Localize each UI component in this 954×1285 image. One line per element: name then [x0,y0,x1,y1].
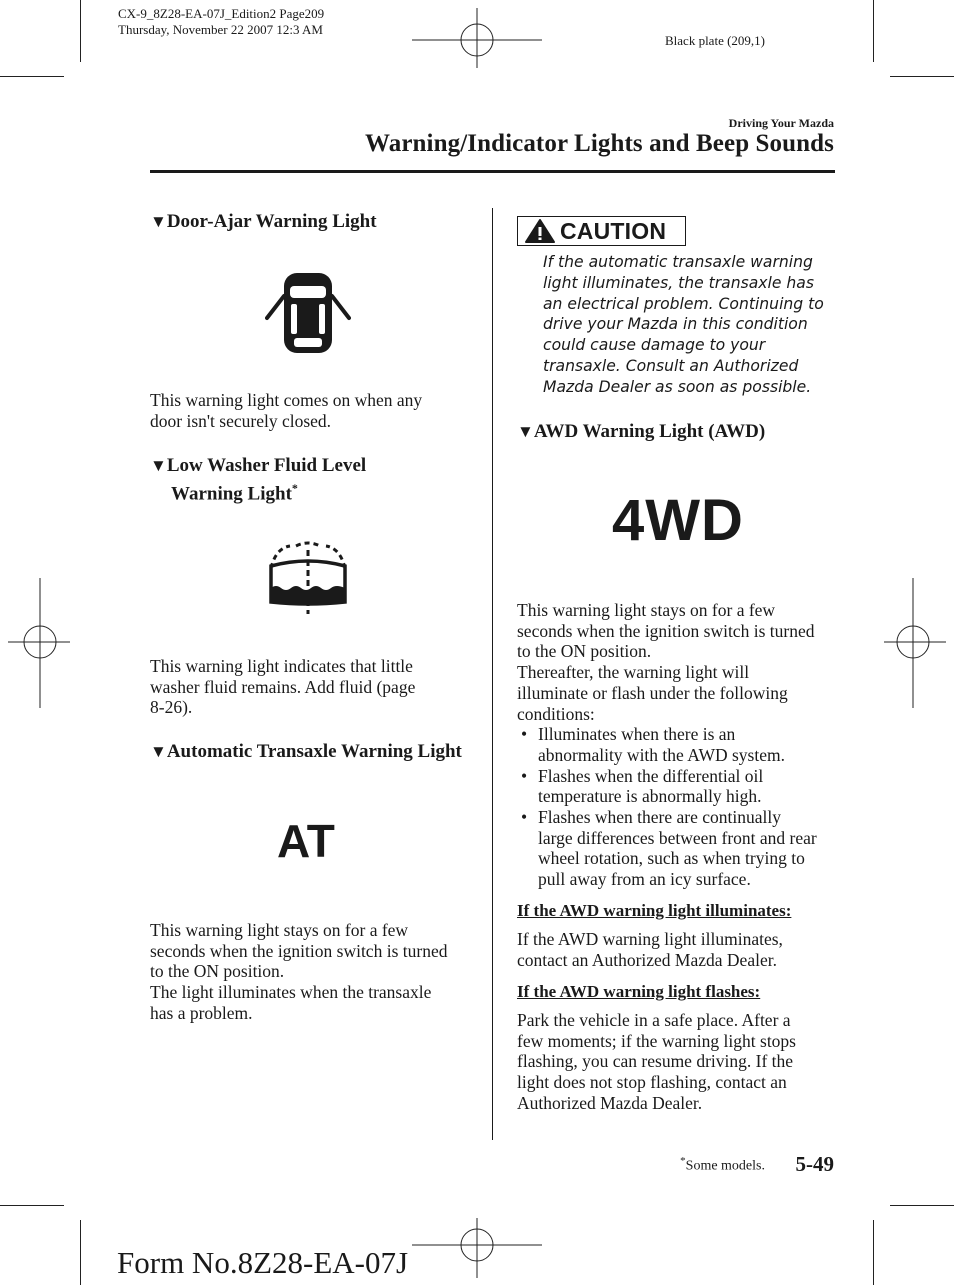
crop-mark [890,1205,954,1206]
crop-mark [0,1205,64,1206]
section-label: Driving Your Mazda [728,116,834,130]
asterisk-mark: * [680,1155,686,1167]
triangle-down-icon: ▼ [150,456,167,475]
crop-mark [80,0,81,62]
plate-date-line: Thursday, November 22 2007 12:3 AM [118,22,323,37]
door-ajar-text: This warning light comes on when any door isn't securely closed. [150,390,423,431]
crop-mark [80,1220,81,1285]
page-title: Warning/Indicator Lights and Beep Sounds [365,130,834,157]
awd-illuminates-heading: If the AWD warning light illuminates: [517,901,792,920]
list-item: • Illuminates when there is an abnormality with the AWD system. [517,724,837,765]
awd-heading: ▼AWD Warning Light (AWD) [517,421,766,442]
washer-fluid-icon [266,540,350,616]
at-text: This warning light stays on for a few seconds when the ignition switch is turned to the ON position. The light illuminates when the transaxle has a problem. [150,920,448,1023]
awd-flashes-text: Park the vehicle in a safe place. After a few moments; if the warning light stops flashing, you can resume driving. If the light does not stop flashing, contact an Authorized Mazda Dealer. [517,1010,796,1113]
awd-illuminates-text: If the AWD warning light illuminates, contact an Authorized Mazda Dealer. [517,929,783,970]
washer-text: This warning light indicates that little washer fluid remains. Add fluid (page 8-26). [150,656,416,718]
awd-flashes-heading: If the AWD warning light flashes: [517,982,761,1001]
registration-mark-icon [412,1218,542,1278]
page-number: 5-49 [795,1152,834,1176]
column-divider [492,208,493,1140]
caution-text: If the automatic transaxle warning light illuminates, the transaxle has an electrical problem. Continuing to drive your Mazda in this condition could cause damage to your transaxle. Consult an Authorized Mazda Dealer as soon as possible. [543,253,824,396]
crop-mark [890,76,954,77]
asterisk-mark: * [291,481,298,495]
door-ajar-heading: ▼Door-Ajar Warning Light [150,211,377,232]
awd-warning-symbol: 4WD [612,488,744,553]
plate-info [118,6,324,38]
awd-text: This warning light stays on for a few seconds when the ignition switch is turned to the ON position. Thereafter, the warning light will illuminate or flash under the following conditions: • Illuminates when there is an abnormality with the AWD system. • Flashes when the differential oil temperature is abnormally high. • Flashes when there are continually large differences between front and rear wheel rotation, such as when trying to pull away from an icy surface. [517,600,837,890]
triangle-down-icon: ▼ [517,422,534,441]
footnote: *Some models. [680,1155,765,1174]
plate-file-line: CX-9_8Z28-EA-07J_Edition2 Page209 [118,6,325,21]
registration-mark-icon [884,578,946,708]
caution-label: CAUTION [560,217,667,244]
awd-condition-list [517,724,837,890]
at-heading: ▼Automatic Transaxle Warning Light [150,741,462,762]
caution-box [517,216,686,246]
crop-mark [0,76,64,77]
plate-label: Black plate (209,1) [665,33,765,48]
form-number: Form No.8Z28-EA-07J [117,1245,409,1280]
registration-mark-icon [412,8,542,68]
title-rule [150,170,835,173]
door-ajar-icon [265,270,351,356]
list-item: • Flashes when the differential oil temperature is abnormally high. [517,766,837,807]
triangle-down-icon: ▼ [150,212,167,231]
triangle-down-icon: ▼ [150,742,167,761]
at-warning-symbol: AT [277,815,335,867]
crop-mark [873,1220,874,1285]
crop-mark [873,0,874,62]
registration-mark-icon [8,578,70,708]
list-item: • Flashes when there are continually large differences between front and rear wheel rotation, such as when trying to pull away from an icy surface. [517,807,837,890]
caution-triangle-icon [524,218,556,244]
washer-heading: ▼Low Washer Fluid Level Warning Light* [150,455,367,505]
